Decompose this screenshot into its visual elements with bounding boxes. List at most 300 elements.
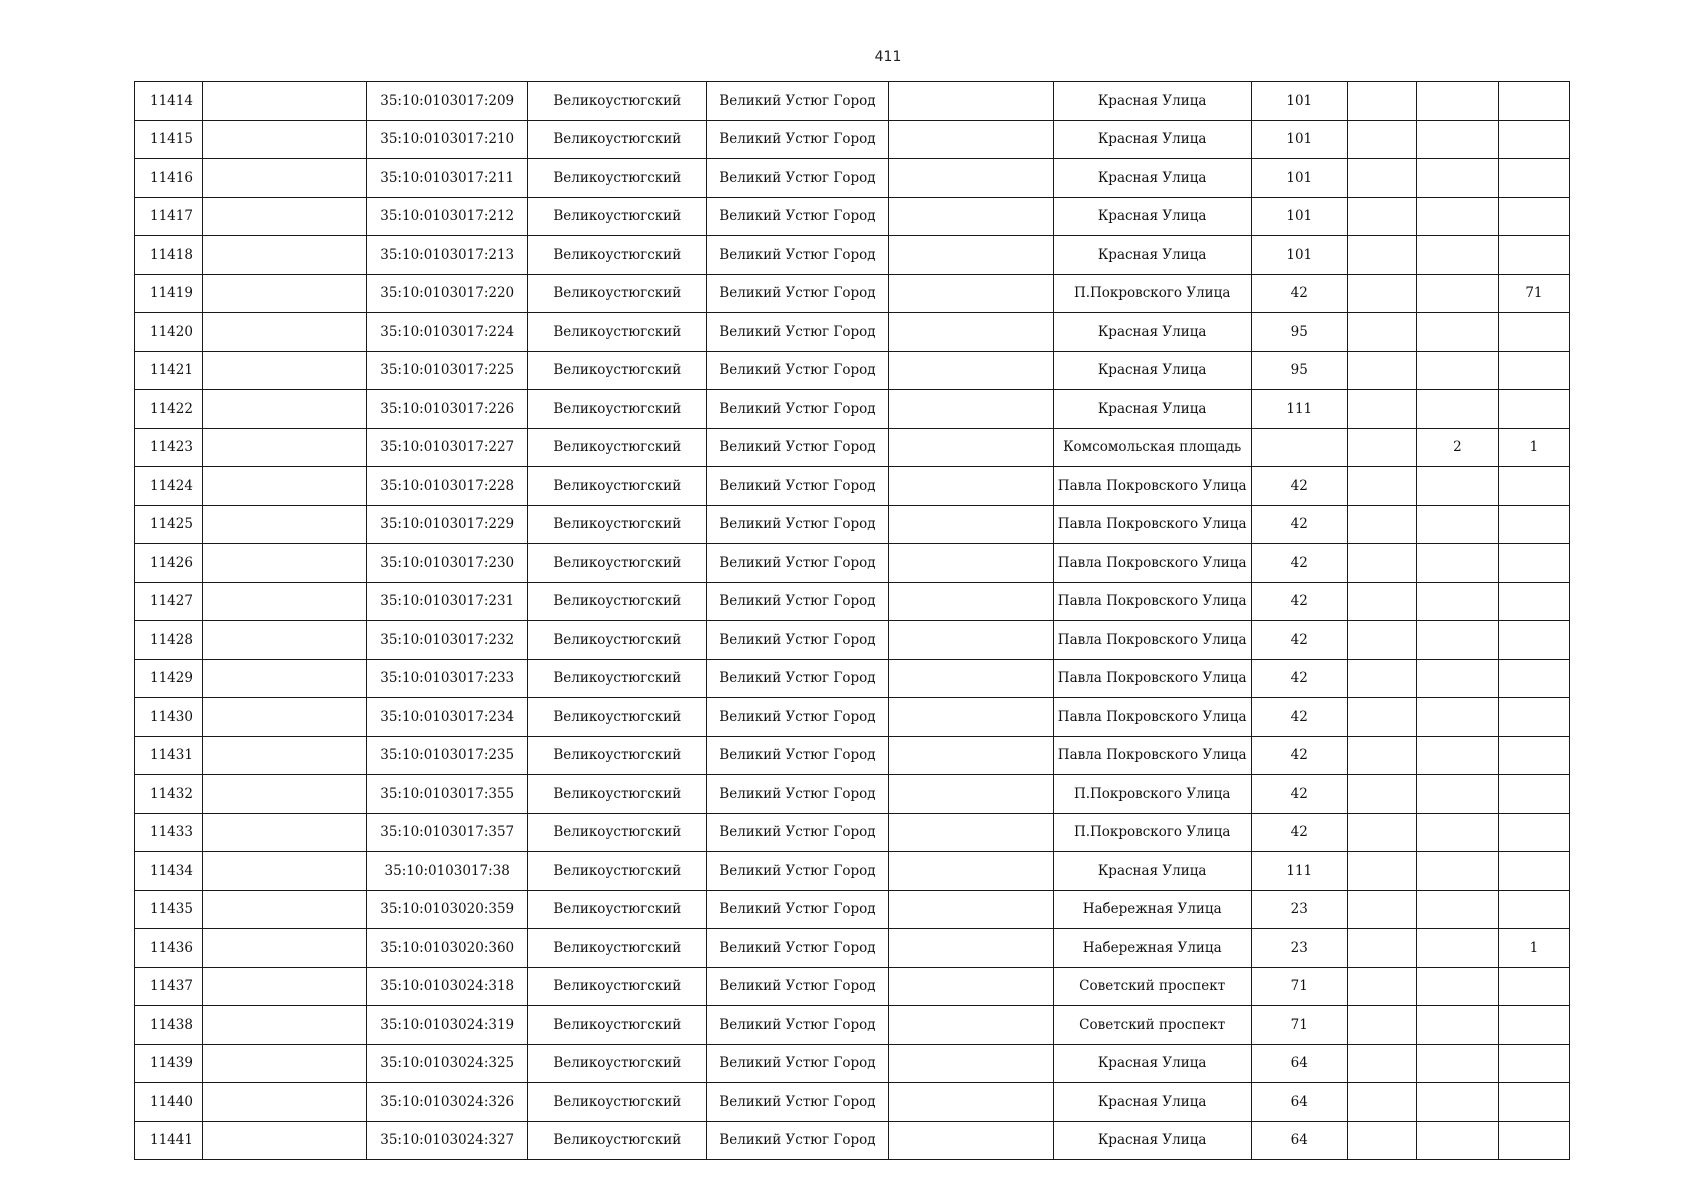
table-row xyxy=(135,813,1570,852)
apartment-cell xyxy=(1498,659,1569,698)
house-number-cell: 71 xyxy=(1251,1006,1347,1045)
street-cell: Павла Покровского Улица xyxy=(1053,505,1251,544)
street-cell: Павла Покровского Улица xyxy=(1053,698,1251,737)
empty-cell xyxy=(888,1083,1053,1122)
building-cell xyxy=(1347,967,1416,1006)
house-number-cell: 95 xyxy=(1251,351,1347,390)
table-row xyxy=(135,967,1570,1006)
empty-cell xyxy=(888,236,1053,275)
locality-cell: Великий Устюг Город xyxy=(707,197,888,236)
house-number-cell: 42 xyxy=(1251,698,1347,737)
street-cell: П.Покровского Улица xyxy=(1053,274,1251,313)
table-row xyxy=(135,1121,1570,1160)
building-cell xyxy=(1347,197,1416,236)
row-number-cell: 11426 xyxy=(135,544,203,583)
cadastral-number-cell: 35:10:0103017:220 xyxy=(367,274,528,313)
house-number-cell: 42 xyxy=(1251,544,1347,583)
empty-cell xyxy=(888,82,1053,121)
page-number-container xyxy=(0,46,1697,65)
table-row xyxy=(135,505,1570,544)
apartment-cell xyxy=(1498,1083,1569,1122)
row-number-cell: 11418 xyxy=(135,236,203,275)
empty-cell xyxy=(203,890,367,929)
cadastral-number-cell: 35:10:0103017:38 xyxy=(367,852,528,891)
house-number-cell xyxy=(1251,428,1347,467)
cadastral-number-cell: 35:10:0103017:213 xyxy=(367,236,528,275)
table-row xyxy=(135,274,1570,313)
apartment-cell xyxy=(1498,813,1569,852)
table-row xyxy=(135,659,1570,698)
street-cell: Павла Покровского Улица xyxy=(1053,582,1251,621)
house-number-cell: 42 xyxy=(1251,582,1347,621)
cadastral-number-cell: 35:10:0103024:325 xyxy=(367,1044,528,1083)
house-number-cell: 42 xyxy=(1251,274,1347,313)
street-cell: П.Покровского Улица xyxy=(1053,813,1251,852)
empty-cell xyxy=(203,1006,367,1045)
structure-cell xyxy=(1416,505,1498,544)
table-row xyxy=(135,390,1570,429)
building-cell xyxy=(1347,120,1416,159)
district-cell: Великоустюгский xyxy=(528,852,707,891)
empty-cell xyxy=(203,505,367,544)
street-cell: Красная Улица xyxy=(1053,159,1251,198)
row-number-cell: 11427 xyxy=(135,582,203,621)
street-cell: Павла Покровского Улица xyxy=(1053,544,1251,583)
cadastral-number-cell: 35:10:0103017:235 xyxy=(367,736,528,775)
structure-cell xyxy=(1416,659,1498,698)
street-cell: Павла Покровского Улица xyxy=(1053,621,1251,660)
table-row xyxy=(135,1006,1570,1045)
table-row xyxy=(135,544,1570,583)
district-cell: Великоустюгский xyxy=(528,1044,707,1083)
table-row xyxy=(135,582,1570,621)
district-cell: Великоустюгский xyxy=(528,236,707,275)
building-cell xyxy=(1347,1083,1416,1122)
row-number-cell: 11440 xyxy=(135,1083,203,1122)
street-cell: Красная Улица xyxy=(1053,236,1251,275)
apartment-cell xyxy=(1498,852,1569,891)
apartment-cell xyxy=(1498,1006,1569,1045)
empty-cell xyxy=(888,120,1053,159)
structure-cell xyxy=(1416,1083,1498,1122)
cadastral-number-cell: 35:10:0103017:355 xyxy=(367,775,528,814)
district-cell: Великоустюгский xyxy=(528,929,707,968)
house-number-cell: 42 xyxy=(1251,736,1347,775)
structure-cell xyxy=(1416,1044,1498,1083)
building-cell xyxy=(1347,505,1416,544)
street-cell: Красная Улица xyxy=(1053,120,1251,159)
building-cell xyxy=(1347,390,1416,429)
structure-cell xyxy=(1416,313,1498,352)
empty-cell xyxy=(203,698,367,737)
row-number-cell: 11417 xyxy=(135,197,203,236)
street-cell: Павла Покровского Улица xyxy=(1053,467,1251,506)
cadastral-number-cell: 35:10:0103017:209 xyxy=(367,82,528,121)
district-cell: Великоустюгский xyxy=(528,890,707,929)
empty-cell xyxy=(888,736,1053,775)
district-cell: Великоустюгский xyxy=(528,351,707,390)
building-cell xyxy=(1347,274,1416,313)
table-body xyxy=(135,82,1570,1160)
empty-cell xyxy=(888,159,1053,198)
district-cell: Великоустюгский xyxy=(528,159,707,198)
district-cell: Великоустюгский xyxy=(528,197,707,236)
table-row xyxy=(135,890,1570,929)
locality-cell: Великий Устюг Город xyxy=(707,236,888,275)
apartment-cell xyxy=(1498,120,1569,159)
structure-cell xyxy=(1416,544,1498,583)
locality-cell: Великий Устюг Город xyxy=(707,582,888,621)
row-number-cell: 11434 xyxy=(135,852,203,891)
locality-cell: Великий Устюг Город xyxy=(707,1006,888,1045)
table-row xyxy=(135,313,1570,352)
table-row xyxy=(135,852,1570,891)
cadastral-number-cell: 35:10:0103017:357 xyxy=(367,813,528,852)
cadastral-number-cell: 35:10:0103017:231 xyxy=(367,582,528,621)
table-row xyxy=(135,1044,1570,1083)
house-number-cell: 111 xyxy=(1251,390,1347,429)
empty-cell xyxy=(888,967,1053,1006)
cadastral-number-cell: 35:10:0103017:230 xyxy=(367,544,528,583)
structure-cell xyxy=(1416,813,1498,852)
street-cell: Красная Улица xyxy=(1053,1121,1251,1160)
empty-cell xyxy=(888,929,1053,968)
street-cell: Павла Покровского Улица xyxy=(1053,736,1251,775)
cadastral-number-cell: 35:10:0103017:225 xyxy=(367,351,528,390)
table-row xyxy=(135,929,1570,968)
empty-cell xyxy=(203,621,367,660)
street-cell: Красная Улица xyxy=(1053,390,1251,429)
empty-cell xyxy=(203,159,367,198)
locality-cell: Великий Устюг Город xyxy=(707,544,888,583)
apartment-cell xyxy=(1498,736,1569,775)
empty-cell xyxy=(888,775,1053,814)
table-row xyxy=(135,775,1570,814)
house-number-cell: 111 xyxy=(1251,852,1347,891)
building-cell xyxy=(1347,467,1416,506)
apartment-cell xyxy=(1498,351,1569,390)
district-cell: Великоустюгский xyxy=(528,582,707,621)
empty-cell xyxy=(888,505,1053,544)
district-cell: Великоустюгский xyxy=(528,659,707,698)
apartment-cell xyxy=(1498,159,1569,198)
empty-cell xyxy=(888,1006,1053,1045)
empty-cell xyxy=(888,467,1053,506)
building-cell xyxy=(1347,159,1416,198)
row-number-cell: 11423 xyxy=(135,428,203,467)
empty-cell xyxy=(888,351,1053,390)
table-row xyxy=(135,159,1570,198)
table-row xyxy=(135,82,1570,121)
row-number-cell: 11420 xyxy=(135,313,203,352)
street-cell: Красная Улица xyxy=(1053,197,1251,236)
empty-cell xyxy=(888,1121,1053,1160)
cadastral-number-cell: 35:10:0103024:319 xyxy=(367,1006,528,1045)
street-cell: Красная Улица xyxy=(1053,313,1251,352)
row-number-cell: 11425 xyxy=(135,505,203,544)
apartment-cell: 1 xyxy=(1498,428,1569,467)
locality-cell: Великий Устюг Город xyxy=(707,1083,888,1122)
house-number-cell: 42 xyxy=(1251,775,1347,814)
structure-cell xyxy=(1416,698,1498,737)
empty-cell xyxy=(203,929,367,968)
cadastral-number-cell: 35:10:0103017:229 xyxy=(367,505,528,544)
locality-cell: Великий Устюг Город xyxy=(707,390,888,429)
building-cell xyxy=(1347,698,1416,737)
structure-cell xyxy=(1416,621,1498,660)
building-cell xyxy=(1347,929,1416,968)
table-row xyxy=(135,698,1570,737)
apartment-cell xyxy=(1498,582,1569,621)
locality-cell: Великий Устюг Город xyxy=(707,659,888,698)
structure-cell xyxy=(1416,890,1498,929)
house-number-cell: 23 xyxy=(1251,929,1347,968)
district-cell: Великоустюгский xyxy=(528,390,707,429)
locality-cell: Великий Устюг Город xyxy=(707,505,888,544)
street-cell: Красная Улица xyxy=(1053,1044,1251,1083)
apartment-cell xyxy=(1498,1044,1569,1083)
apartment-cell xyxy=(1498,197,1569,236)
cadastral-number-cell: 35:10:0103017:234 xyxy=(367,698,528,737)
street-cell: Советский проспект xyxy=(1053,967,1251,1006)
empty-cell xyxy=(888,852,1053,891)
cadastral-number-cell: 35:10:0103017:228 xyxy=(367,467,528,506)
structure-cell xyxy=(1416,852,1498,891)
building-cell xyxy=(1347,736,1416,775)
table-row xyxy=(135,351,1570,390)
house-number-cell: 101 xyxy=(1251,120,1347,159)
building-cell xyxy=(1347,1044,1416,1083)
building-cell xyxy=(1347,659,1416,698)
house-number-cell: 42 xyxy=(1251,659,1347,698)
locality-cell: Великий Устюг Город xyxy=(707,428,888,467)
empty-cell xyxy=(203,852,367,891)
house-number-cell: 42 xyxy=(1251,467,1347,506)
empty-cell xyxy=(203,736,367,775)
structure-cell xyxy=(1416,967,1498,1006)
row-number-cell: 11424 xyxy=(135,467,203,506)
cadastral-number-cell: 35:10:0103024:326 xyxy=(367,1083,528,1122)
empty-cell xyxy=(888,390,1053,429)
empty-cell xyxy=(203,467,367,506)
row-number-cell: 11415 xyxy=(135,120,203,159)
house-number-cell: 64 xyxy=(1251,1083,1347,1122)
house-number-cell: 42 xyxy=(1251,621,1347,660)
structure-cell xyxy=(1416,159,1498,198)
structure-cell xyxy=(1416,1121,1498,1160)
empty-cell xyxy=(888,621,1053,660)
district-cell: Великоустюгский xyxy=(528,505,707,544)
street-cell: Красная Улица xyxy=(1053,82,1251,121)
district-cell: Великоустюгский xyxy=(528,736,707,775)
locality-cell: Великий Устюг Город xyxy=(707,467,888,506)
locality-cell: Великий Устюг Город xyxy=(707,775,888,814)
street-cell: Советский проспект xyxy=(1053,1006,1251,1045)
cadastral-number-cell: 35:10:0103017:212 xyxy=(367,197,528,236)
building-cell xyxy=(1347,544,1416,583)
structure-cell xyxy=(1416,390,1498,429)
cadastral-number-cell: 35:10:0103017:227 xyxy=(367,428,528,467)
cadastral-number-cell: 35:10:0103020:360 xyxy=(367,929,528,968)
apartment-cell xyxy=(1498,505,1569,544)
empty-cell xyxy=(203,236,367,275)
district-cell: Великоустюгский xyxy=(528,313,707,352)
apartment-cell xyxy=(1498,236,1569,275)
row-number-cell: 11429 xyxy=(135,659,203,698)
locality-cell: Великий Устюг Город xyxy=(707,698,888,737)
row-number-cell: 11438 xyxy=(135,1006,203,1045)
apartment-cell xyxy=(1498,775,1569,814)
table-row xyxy=(135,1083,1570,1122)
house-number-cell: 71 xyxy=(1251,967,1347,1006)
district-cell: Великоустюгский xyxy=(528,1083,707,1122)
row-number-cell: 11428 xyxy=(135,621,203,660)
apartment-cell xyxy=(1498,890,1569,929)
street-cell: Красная Улица xyxy=(1053,351,1251,390)
building-cell xyxy=(1347,428,1416,467)
building-cell xyxy=(1347,890,1416,929)
building-cell xyxy=(1347,621,1416,660)
cadastral-number-cell: 35:10:0103017:233 xyxy=(367,659,528,698)
locality-cell: Великий Устюг Город xyxy=(707,120,888,159)
row-number-cell: 11414 xyxy=(135,82,203,121)
district-cell: Великоустюгский xyxy=(528,698,707,737)
table-row xyxy=(135,467,1570,506)
row-number-cell: 11419 xyxy=(135,274,203,313)
empty-cell xyxy=(203,82,367,121)
district-cell: Великоустюгский xyxy=(528,1006,707,1045)
locality-cell: Великий Устюг Город xyxy=(707,852,888,891)
empty-cell xyxy=(203,197,367,236)
building-cell xyxy=(1347,1006,1416,1045)
empty-cell xyxy=(203,274,367,313)
house-number-cell: 101 xyxy=(1251,197,1347,236)
empty-cell xyxy=(888,890,1053,929)
register-table xyxy=(134,81,1570,1160)
apartment-cell xyxy=(1498,390,1569,429)
apartment-cell xyxy=(1498,82,1569,121)
empty-cell xyxy=(203,544,367,583)
house-number-cell: 42 xyxy=(1251,813,1347,852)
street-cell: Комсомольская площадь xyxy=(1053,428,1251,467)
row-number-cell: 11430 xyxy=(135,698,203,737)
row-number-cell: 11433 xyxy=(135,813,203,852)
locality-cell: Великий Устюг Город xyxy=(707,813,888,852)
cadastral-number-cell: 35:10:0103017:210 xyxy=(367,120,528,159)
house-number-cell: 95 xyxy=(1251,313,1347,352)
locality-cell: Великий Устюг Город xyxy=(707,1121,888,1160)
empty-cell xyxy=(203,120,367,159)
structure-cell: 2 xyxy=(1416,428,1498,467)
building-cell xyxy=(1347,82,1416,121)
empty-cell xyxy=(888,197,1053,236)
empty-cell xyxy=(203,351,367,390)
apartment-cell xyxy=(1498,967,1569,1006)
cadastral-number-cell: 35:10:0103024:318 xyxy=(367,967,528,1006)
apartment-cell xyxy=(1498,544,1569,583)
cadastral-number-cell: 35:10:0103017:211 xyxy=(367,159,528,198)
house-number-cell: 101 xyxy=(1251,236,1347,275)
house-number-cell: 64 xyxy=(1251,1044,1347,1083)
locality-cell: Великий Устюг Город xyxy=(707,313,888,352)
building-cell xyxy=(1347,813,1416,852)
apartment-cell xyxy=(1498,467,1569,506)
empty-cell xyxy=(203,428,367,467)
street-cell: П.Покровского Улица xyxy=(1053,775,1251,814)
row-number-cell: 11431 xyxy=(135,736,203,775)
row-number-cell: 11436 xyxy=(135,929,203,968)
cadastral-number-cell: 35:10:0103017:232 xyxy=(367,621,528,660)
structure-cell xyxy=(1416,274,1498,313)
building-cell xyxy=(1347,582,1416,621)
apartment-cell xyxy=(1498,698,1569,737)
street-cell: Набережная Улица xyxy=(1053,890,1251,929)
district-cell: Великоустюгский xyxy=(528,120,707,159)
apartment-cell xyxy=(1498,621,1569,660)
cadastral-number-cell: 35:10:0103017:224 xyxy=(367,313,528,352)
table-row xyxy=(135,197,1570,236)
table-row xyxy=(135,428,1570,467)
empty-cell xyxy=(888,274,1053,313)
empty-cell xyxy=(888,659,1053,698)
table-row xyxy=(135,736,1570,775)
table-row xyxy=(135,120,1570,159)
house-number-cell: 23 xyxy=(1251,890,1347,929)
row-number-cell: 11439 xyxy=(135,1044,203,1083)
empty-cell xyxy=(203,967,367,1006)
structure-cell xyxy=(1416,236,1498,275)
cadastral-number-cell: 35:10:0103024:327 xyxy=(367,1121,528,1160)
locality-cell: Великий Устюг Город xyxy=(707,736,888,775)
cadastral-number-cell: 35:10:0103020:359 xyxy=(367,890,528,929)
empty-cell xyxy=(888,1044,1053,1083)
structure-cell xyxy=(1416,120,1498,159)
structure-cell xyxy=(1416,929,1498,968)
structure-cell xyxy=(1416,82,1498,121)
row-number-cell: 11441 xyxy=(135,1121,203,1160)
empty-cell xyxy=(203,313,367,352)
empty-cell xyxy=(203,659,367,698)
district-cell: Великоустюгский xyxy=(528,1121,707,1160)
locality-cell: Великий Устюг Город xyxy=(707,274,888,313)
apartment-cell xyxy=(1498,1121,1569,1160)
empty-cell xyxy=(203,813,367,852)
locality-cell: Великий Устюг Город xyxy=(707,621,888,660)
house-number-cell: 101 xyxy=(1251,159,1347,198)
empty-cell xyxy=(203,390,367,429)
structure-cell xyxy=(1416,467,1498,506)
locality-cell: Великий Устюг Город xyxy=(707,351,888,390)
district-cell: Великоустюгский xyxy=(528,967,707,1006)
house-number-cell: 42 xyxy=(1251,505,1347,544)
locality-cell: Великий Устюг Город xyxy=(707,929,888,968)
apartment-cell: 1 xyxy=(1498,929,1569,968)
apartment-cell: 71 xyxy=(1498,274,1569,313)
street-cell: Красная Улица xyxy=(1053,852,1251,891)
row-number-cell: 11416 xyxy=(135,159,203,198)
structure-cell xyxy=(1416,775,1498,814)
empty-cell xyxy=(888,698,1053,737)
row-number-cell: 11421 xyxy=(135,351,203,390)
street-cell: Красная Улица xyxy=(1053,1083,1251,1122)
table-row xyxy=(135,236,1570,275)
empty-cell xyxy=(888,544,1053,583)
house-number-cell: 101 xyxy=(1251,82,1347,121)
district-cell: Великоустюгский xyxy=(528,428,707,467)
locality-cell: Великий Устюг Город xyxy=(707,82,888,121)
row-number-cell: 11435 xyxy=(135,890,203,929)
structure-cell xyxy=(1416,1006,1498,1045)
